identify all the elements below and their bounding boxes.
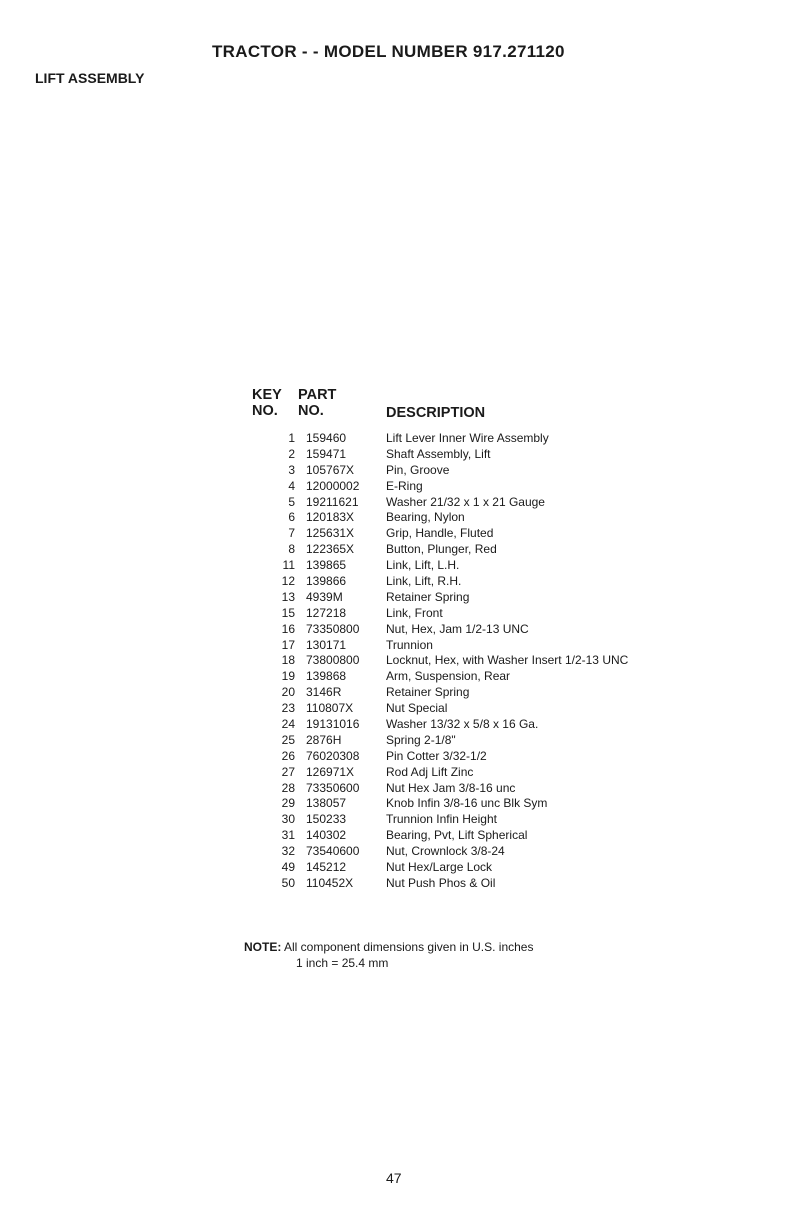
table-row <box>252 701 712 717</box>
section-title: LIFT ASSEMBLY <box>35 70 145 86</box>
part-number: 159471 <box>306 446 347 461</box>
key-number: 25 <box>281 732 295 747</box>
part-description: Lift Lever Inner Wire Assembly <box>386 431 549 445</box>
part-number: 130171 <box>306 637 347 652</box>
part-number: 145212 <box>306 860 347 875</box>
key-number: 2 <box>288 446 295 461</box>
note-label: NOTE: <box>244 940 282 954</box>
key-number: 31 <box>281 828 295 843</box>
part-number: 105767X <box>306 462 355 477</box>
note <box>244 939 533 956</box>
part-number: 73800800 <box>306 653 360 668</box>
table-row <box>252 606 712 622</box>
table-row <box>252 733 712 749</box>
part-number: 126971X <box>306 764 355 779</box>
key-number: 18 <box>281 653 295 668</box>
part-number: 159460 <box>306 431 347 445</box>
table-row <box>252 844 712 860</box>
table-row <box>252 431 712 447</box>
part-number: 3146R <box>306 685 342 700</box>
part-number: 125631X <box>306 526 355 541</box>
part-number: 110452X <box>306 875 354 890</box>
part-number: 127218 <box>306 605 347 620</box>
table-row <box>252 781 712 797</box>
table-row <box>252 479 712 495</box>
part-description: Knob Infin 3/8-16 unc Blk Sym <box>386 796 548 811</box>
table-row <box>252 590 712 606</box>
key-number: 6 <box>288 510 295 525</box>
part-number: 140302 <box>306 828 347 843</box>
key-number: 28 <box>281 780 295 795</box>
key-number: 12 <box>281 574 295 589</box>
part-number: 73350600 <box>306 780 360 795</box>
part-description: Pin, Groove <box>386 462 450 477</box>
part-number: 110807X <box>306 701 354 716</box>
part-description: Pin Cotter 3/32-1/2 <box>386 748 487 763</box>
part-description: Nut Hex/Large Lock <box>386 860 493 875</box>
header-part-line1: PART <box>298 387 337 403</box>
key-number: 32 <box>281 844 295 859</box>
part-number: 73540600 <box>306 844 360 859</box>
part-number: 4939M <box>306 589 343 604</box>
part-description: Shaft Assembly, Lift <box>386 446 491 461</box>
part-description: Button, Plunger, Red <box>386 542 497 557</box>
table-row <box>252 653 712 669</box>
table-row <box>252 669 712 685</box>
part-description: Locknut, Hex, with Washer Insert 1/2-13 UNC <box>386 653 629 668</box>
part-number: 73350800 <box>306 621 360 636</box>
header-key-line2: NO. <box>252 403 278 419</box>
table-row <box>252 765 712 781</box>
table-row <box>252 685 712 701</box>
key-number: 5 <box>288 494 295 509</box>
part-description: Washer 13/32 x 5/8 x 16 Ga. <box>386 717 539 732</box>
key-number: 50 <box>281 875 295 890</box>
key-number: 27 <box>281 764 295 779</box>
part-number: 2876H <box>306 732 342 747</box>
table-row <box>252 495 712 511</box>
note-conversion: 1 inch = 25.4 mm <box>296 956 389 970</box>
table-row <box>252 574 712 590</box>
part-number: 120183X <box>306 510 355 525</box>
key-number: 29 <box>281 796 295 811</box>
part-description: Trunnion <box>386 637 433 652</box>
table-row <box>252 828 712 844</box>
key-number: 30 <box>281 812 295 827</box>
part-description: Link, Front <box>386 605 443 620</box>
parts-list <box>252 431 712 892</box>
part-number: 19211621 <box>306 494 359 509</box>
part-description: Rod Adj Lift Zinc <box>386 764 474 779</box>
part-number: 19131016 <box>306 717 360 732</box>
key-number: 26 <box>281 748 295 763</box>
note-text: All component dimensions given in U.S. inches <box>284 940 534 954</box>
header-description: DESCRIPTION <box>386 405 486 421</box>
key-number: 20 <box>281 685 295 700</box>
key-number: 7 <box>288 526 295 541</box>
table-row <box>252 860 712 876</box>
part-description: E-Ring <box>386 478 423 493</box>
part-description: Trunnion Infin Height <box>386 812 497 827</box>
table-row <box>252 447 712 463</box>
key-number: 24 <box>281 717 295 732</box>
key-number: 16 <box>281 621 295 636</box>
key-number: 15 <box>281 605 295 620</box>
part-description: Spring 2-1/8" <box>386 732 456 747</box>
table-row <box>252 876 712 892</box>
part-number: 139865 <box>306 558 347 573</box>
table-row <box>252 463 712 479</box>
page-title: TRACTOR - - MODEL NUMBER 917.271120 <box>212 42 565 61</box>
key-number: 1 <box>288 431 295 445</box>
part-description: Arm, Suspension, Rear <box>386 669 511 684</box>
part-description: Nut Special <box>386 701 448 716</box>
key-number: 11 <box>282 558 295 573</box>
key-number: 23 <box>281 701 295 716</box>
key-number: 4 <box>288 478 295 493</box>
part-description: Retainer Spring <box>386 685 470 700</box>
table-row <box>252 622 712 638</box>
page-number: 47 <box>386 1170 402 1186</box>
part-description: Link, Lift, L.H. <box>386 558 460 573</box>
table-row <box>252 812 712 828</box>
key-number: 49 <box>281 860 295 875</box>
table-row <box>252 526 712 542</box>
header-part-line2: NO. <box>298 403 324 419</box>
part-description: Nut Hex Jam 3/8-16 unc <box>386 780 516 795</box>
table-row <box>252 749 712 765</box>
part-description: Grip, Handle, Fluted <box>386 526 494 541</box>
part-description: Bearing, Pvt, Lift Spherical <box>386 828 528 843</box>
key-number: 19 <box>281 669 295 684</box>
part-number: 138057 <box>306 796 347 811</box>
part-description: Nut, Hex, Jam 1/2-13 UNC <box>386 621 529 636</box>
key-number: 3 <box>288 462 295 477</box>
part-description: Nut Push Phos & Oil <box>386 875 496 890</box>
table-row <box>252 796 712 812</box>
part-description: Retainer Spring <box>386 589 470 604</box>
header-key-line1: KEY <box>252 387 282 403</box>
table-row <box>252 558 712 574</box>
part-number: 139866 <box>306 574 347 589</box>
part-number: 139868 <box>306 669 347 684</box>
part-number: 76020308 <box>306 748 360 763</box>
part-number: 150233 <box>306 812 347 827</box>
table-row <box>252 638 712 654</box>
key-number: 13 <box>281 589 295 604</box>
key-number: 17 <box>281 637 295 652</box>
part-number: 12000002 <box>306 478 360 493</box>
part-description: Nut, Crownlock 3/8-24 <box>386 844 505 859</box>
part-description: Bearing, Nylon <box>386 510 465 525</box>
table-row <box>252 510 712 526</box>
table-row <box>252 717 712 733</box>
part-description: Washer 21/32 x 1 x 21 Gauge <box>386 494 545 509</box>
key-number: 8 <box>288 542 295 557</box>
part-description: Link, Lift, R.H. <box>386 574 462 589</box>
part-number: 122365X <box>306 542 355 557</box>
table-row <box>252 542 712 558</box>
